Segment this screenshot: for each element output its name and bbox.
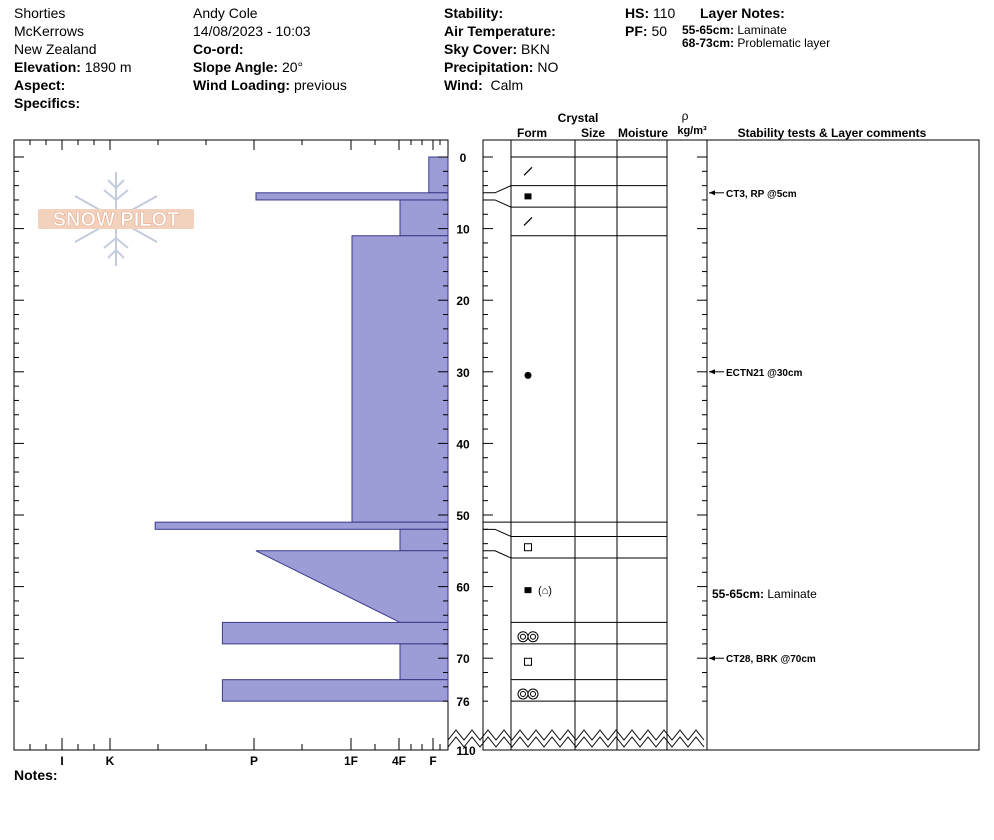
crystal-double-ring-icon-8 (518, 689, 538, 699)
depth-label-70: 70 (456, 652, 470, 667)
layer-comment-range: 55-65cm: (712, 587, 768, 602)
crystal-double-ring-icon-6 (518, 632, 538, 642)
layer-note-1-range: 55-65cm: (682, 23, 735, 37)
layer-comment-0 (712, 587, 817, 601)
observer-name: Andy Cole (193, 5, 258, 21)
crystal-filled-square-icon-1 (525, 193, 532, 199)
stability-label: Stability: (444, 5, 504, 21)
hardness-label-P: P (249, 754, 259, 768)
depth-label-40: 40 (456, 437, 470, 452)
sky-label: Sky Cover: (444, 41, 518, 57)
density-column-header: kg/m³ (677, 125, 707, 137)
wind-loading-label: Wind Loading: (193, 77, 291, 93)
depth-label-60: 60 (456, 580, 470, 595)
hardness-bar-0 (429, 157, 448, 193)
hardness-bar-2 (400, 200, 448, 236)
hardness-bar-9 (222, 680, 448, 701)
precip-label: Precipitation: (444, 59, 534, 75)
test-label-0: CT3, RP @5cm (726, 188, 797, 200)
watermark-text: SNOW PILOT (52, 209, 180, 231)
layer-note-2-range: 68-73cm: (682, 36, 735, 50)
wind-value: Calm (490, 77, 524, 93)
crystal-ring-inner-1 (531, 634, 536, 639)
depth-label-end: 76 (456, 695, 470, 710)
depth-label-50: 50 (456, 509, 470, 523)
wind-label: Wind: (444, 77, 483, 93)
crystal-secondary-form-5: (⌂) (538, 585, 552, 598)
crystal-slash-icon-2 (524, 217, 532, 225)
crystal-filled-circle-icon-3 (525, 372, 532, 379)
elevation-value: 1890 m (84, 59, 132, 75)
crystal-ring-inner-0 (521, 692, 526, 697)
test-arrow-head-icon-0 (709, 190, 715, 195)
location-name: Shorties (14, 5, 66, 21)
slope-value: 20° (281, 59, 304, 75)
crystal-ring-outer-1 (528, 632, 538, 642)
crystal-ring-inner-1 (531, 692, 536, 697)
hardness-label-4F: 4F (391, 754, 407, 768)
hardness-bar-1 (256, 193, 448, 200)
test-arrow-head-icon-1 (709, 369, 715, 374)
hardness-bar-6 (256, 551, 448, 623)
hardness-bar-3 (352, 236, 448, 522)
rho-symbol: ρ (681, 109, 689, 123)
hardness-bar-8 (400, 644, 448, 680)
specifics-label: Specifics: (14, 95, 81, 111)
aspect-label: Aspect: (14, 77, 66, 93)
crystal-ring-outer-0 (518, 632, 528, 642)
observation-datetime: 14/08/2023 - 10:03 (193, 23, 311, 39)
crystal-ring-outer-0 (518, 689, 528, 699)
hardness-label-I: I (60, 754, 64, 768)
size-column-header: Size (580, 126, 606, 140)
crystal-slash-icon-0 (524, 167, 532, 175)
comments-column-header: Stability tests & Layer comments (737, 126, 927, 140)
sky-value: BKN (521, 41, 550, 57)
depth-label-20: 20 (456, 294, 470, 309)
range-name: McKerrows (14, 23, 85, 39)
layer-comment-text: Laminate (767, 587, 817, 602)
hardness-bar-7 (222, 622, 448, 643)
depth-label-total: 110 (456, 744, 476, 758)
crystal-ring-inner-0 (521, 634, 526, 639)
depth-label-0: 0 (459, 151, 467, 165)
layer-note-1-text: Laminate (737, 23, 787, 37)
pf-label: PF: (625, 23, 648, 39)
moisture-column-header: Moisture (617, 126, 669, 140)
layer-connector-4 (483, 551, 511, 558)
form-column-header: Form (517, 126, 547, 140)
depth-break-zigzag (448, 730, 704, 747)
crystal-column-header: Crystal (557, 111, 599, 125)
crystal-open-square-icon-4 (525, 544, 532, 551)
hs-label: HS: (625, 5, 650, 21)
crystal-open-square-icon-7 (525, 658, 532, 665)
layer-connector-3 (483, 529, 511, 536)
crystal-filled-square-icon-5 (525, 587, 532, 593)
region-name: New Zealand (14, 41, 97, 57)
layer-connector-1 (483, 200, 511, 207)
hardness-bar-4 (155, 522, 448, 529)
hardness-label-K: K (105, 754, 115, 768)
test-label-2: CT28, BRK @70cm (726, 654, 816, 666)
pf-value: 50 (651, 23, 668, 39)
test-label-1: ECTN21 @30cm (726, 367, 803, 379)
layer-notes-title: Layer Notes: (700, 5, 785, 21)
hs-value: 110 (653, 5, 676, 21)
layer-note-2-text: Problematic layer (737, 36, 831, 50)
elevation-label: Elevation: (14, 59, 81, 75)
depth-label-10: 10 (456, 222, 470, 237)
crystal-ring-outer-1 (528, 689, 538, 699)
air-temp-label: Air Temperature: (444, 23, 556, 39)
notes-label: Notes: (14, 767, 58, 783)
hardness-label-F: F (429, 754, 437, 768)
test-arrow-head-icon-2 (709, 656, 715, 661)
depth-label-30: 30 (456, 365, 470, 380)
slope-label: Slope Angle: (193, 59, 279, 75)
precip-value: NO (537, 59, 559, 75)
snowpilot-watermark (38, 172, 194, 266)
hardness-bar-5 (400, 529, 448, 550)
hardness-label-1F: 1F (343, 754, 359, 768)
layer-connector-0 (483, 186, 511, 193)
wind-loading-value: previous (293, 77, 347, 93)
coord-label: Co-ord: (193, 41, 244, 57)
